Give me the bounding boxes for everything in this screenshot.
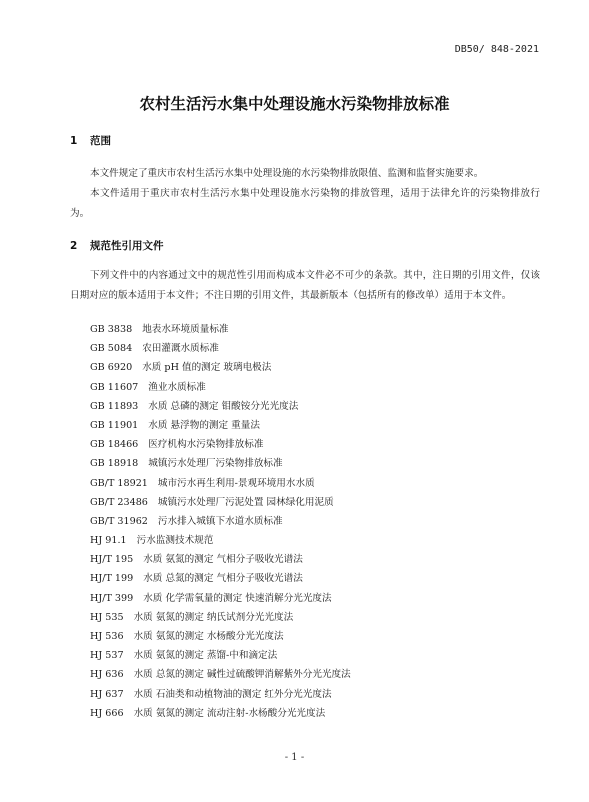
reference-name: 污水监测技术规范 (136, 535, 214, 547)
reference-code: HJ 536 (90, 631, 124, 642)
section-number: 1 (70, 135, 78, 147)
reference-item (90, 665, 351, 684)
reference-code: HJ 637 (90, 688, 124, 700)
reference-item (90, 397, 351, 416)
reference-item (90, 646, 351, 665)
reference-name: 水质 氨氮的测定 蒸馏-中和滴定法 (133, 650, 278, 662)
reference-item (90, 627, 351, 646)
reference-code: GB 3838 (90, 324, 133, 335)
reference-code: HJ/T 199 (90, 573, 134, 585)
reference-list (90, 320, 351, 723)
reference-item (90, 416, 351, 435)
reference-name: 渔业水质标准 (148, 381, 206, 393)
reference-code: HJ/T 195 (90, 554, 134, 566)
reference-name: 污水排入城镇下水道水质标准 (157, 515, 283, 527)
reference-name: 水质 总氮的测定 气相分子吸收光谱法 (143, 573, 303, 585)
reference-code: GB 6920 (90, 362, 133, 374)
reference-name: 水质 氨氮的测定 水杨酸分光光度法 (133, 631, 284, 642)
section-heading-normative-references (70, 238, 164, 253)
reference-code: GB 11893 (90, 400, 139, 412)
scope-paragraph-2: 本文件适用于重庆市农村生活污水集中处理设施水污染物的排放管理，适用于法律允许的污染物排放行为。 (70, 188, 540, 219)
reference-name: 水质 氨氮的测定 气相分子吸收光谱法 (143, 554, 303, 566)
reference-item (90, 320, 351, 339)
reference-item (90, 378, 351, 397)
reference-item (90, 589, 351, 608)
document-code: DB50/ 848-2021 (454, 44, 539, 55)
section-number: 2 (70, 240, 78, 252)
section-heading-scope (70, 133, 111, 148)
reference-item (90, 685, 351, 704)
reference-code: HJ 537 (90, 650, 124, 662)
reference-item (90, 474, 351, 493)
reference-name: 水质 pH 值的测定 玻璃电极法 (142, 362, 272, 374)
reference-item (90, 608, 351, 627)
reference-item (90, 531, 351, 550)
document-title: 农村生活污水集中处理设施水污染物排放标准 (139, 95, 450, 113)
reference-code: HJ 535 (90, 611, 124, 623)
reference-code: HJ/T 399 (90, 592, 134, 604)
reference-code: GB 18466 (90, 439, 139, 451)
reference-item (90, 339, 351, 358)
reference-code: HJ 636 (90, 669, 124, 681)
reference-code: HJ 91.1 (90, 535, 127, 547)
reference-code: GB 11901 (90, 419, 139, 431)
reference-item (90, 550, 351, 569)
reference-item (90, 493, 351, 512)
reference-item (90, 569, 351, 588)
reference-item (90, 512, 351, 531)
reference-name: 水质 总磷的测定 钼酸铵分光光度法 (148, 400, 299, 412)
reference-name: 水质 化学需氧量的测定 快速消解分光光度法 (143, 592, 332, 604)
reference-name: 地表水环境质量标准 (142, 324, 229, 335)
reference-name: 水质 氨氮的测定 纳氏试剂分光光度法 (133, 611, 294, 623)
section-title: 范围 (90, 135, 111, 147)
reference-name: 城市污水再生利用-景观环境用水水质 (157, 477, 315, 489)
scope-paragraph-1: 本文件规定了重庆市农村生活污水集中处理设施的水污染物排放限值、监测和监督实施要求。 (90, 168, 484, 179)
reference-name: 农田灌溉水质标准 (142, 343, 219, 355)
reference-code: GB 11607 (90, 381, 139, 393)
reference-code: GB/T 23486 (90, 496, 148, 508)
reference-name: 水质 石油类和动植物油的测定 红外分光光度法 (133, 688, 332, 700)
reference-name: 城镇污水处理厂污染物排放标准 (148, 458, 283, 470)
page-number: - 1 - (284, 752, 305, 763)
reference-item (90, 358, 351, 377)
reference-code: GB/T 18921 (90, 477, 148, 489)
reference-name: 城镇污水处理厂污泥处置 园林绿化用泥质 (157, 496, 334, 508)
reference-name: 水质 总氮的测定 碱性过硫酸钾消解紫外分光光度法 (133, 669, 351, 681)
reference-item (90, 454, 351, 473)
reference-code: GB 18918 (90, 458, 139, 470)
reference-code: GB 5084 (90, 343, 133, 355)
reference-name: 水质 悬浮物的测定 重量法 (148, 419, 260, 431)
section-title: 规范性引用文件 (90, 240, 164, 252)
reference-item (90, 435, 351, 454)
reference-name: 水质 氨氮的测定 流动注射-水杨酸分光光度法 (133, 707, 326, 719)
reference-code: HJ 666 (90, 707, 124, 719)
reference-item (90, 704, 351, 723)
reference-name: 医疗机构水污染物排放标准 (148, 439, 264, 451)
reference-code: GB/T 31962 (90, 515, 148, 527)
references-intro-paragraph: 下列文件中的内容通过文中的规范性引用而构成本文件必不可少的条款。其中，注日期的引用文件，仅该日期对应的版本适用于本文件；不注日期的引用文件，其最新版本（包括所有的修改单）适用于本文件。 (70, 270, 540, 301)
